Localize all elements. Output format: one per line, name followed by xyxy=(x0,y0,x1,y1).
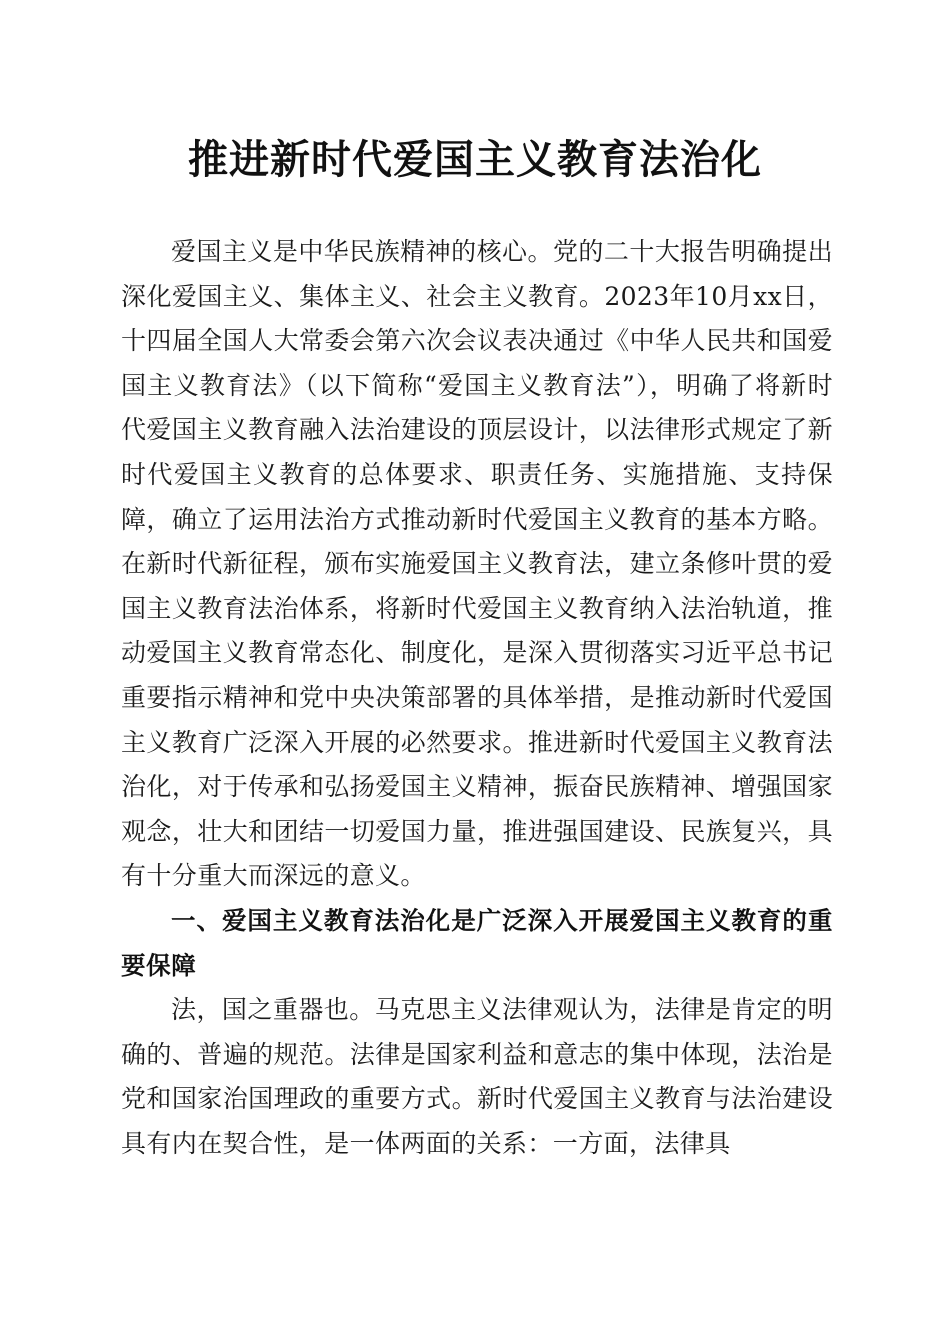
section-heading-1: 一、爱国主义教育法治化是广泛深入开展爱国主义教育的重要保障 xyxy=(121,905,833,980)
intro-paragraph: 爱国主义是中华民族精神的核心。党的二十大报告明确提出深化爱国主义、集体主义、社会主义教育。2023年10月xx日，十四届全国人大常委会第六次会议表决通过《中华人民共和国爱国主义教育法》（以下简称“爱国主义教育法”），明确了将新时代爱国主义教育融入法治建设的顶层设计，以法律形式规定了新时代爱国主义教育的总体要求、职责任务、实施措施、支持保障，确立了运用法治方式推动新时代爱国主义教育的基本方略。在新时代新征程，颁布实施爱国主义教育法，建立条修叶贯的爱国主义教育法治体系，将新时代爱国主义教育纳入法治轨道，推动爱国主义教育常态化、制度化，是深入贯彻落实习近平总书记重要指示精神和党中央决策部署的具体举措，是推动新时代爱国主义教育广泛深入开展的必然要求。推进新时代爱国主义教育法治化，对于传承和弘扬爱国主义精神，振奋民族精神、增强国家观念，壮大和团结一切爱国力量，推进强国建设、民族复兴，具有十分重大而深远的意义。 xyxy=(121,237,833,891)
document-title: 推进新时代爱国主义教育法治化 xyxy=(188,137,762,183)
section-1-paragraph: 法，国之重器也。马克思主义法律观认为，法律是肯定的明确的、普遍的规范。法律是国家利益和意志的集中体现，法治是党和国家治国理政的重要方式。新时代爱国主义教育与法治建设具有内在契合性，是一体两面的关系：一方面，法律具 xyxy=(121,995,833,1158)
document-body xyxy=(121,230,833,1166)
